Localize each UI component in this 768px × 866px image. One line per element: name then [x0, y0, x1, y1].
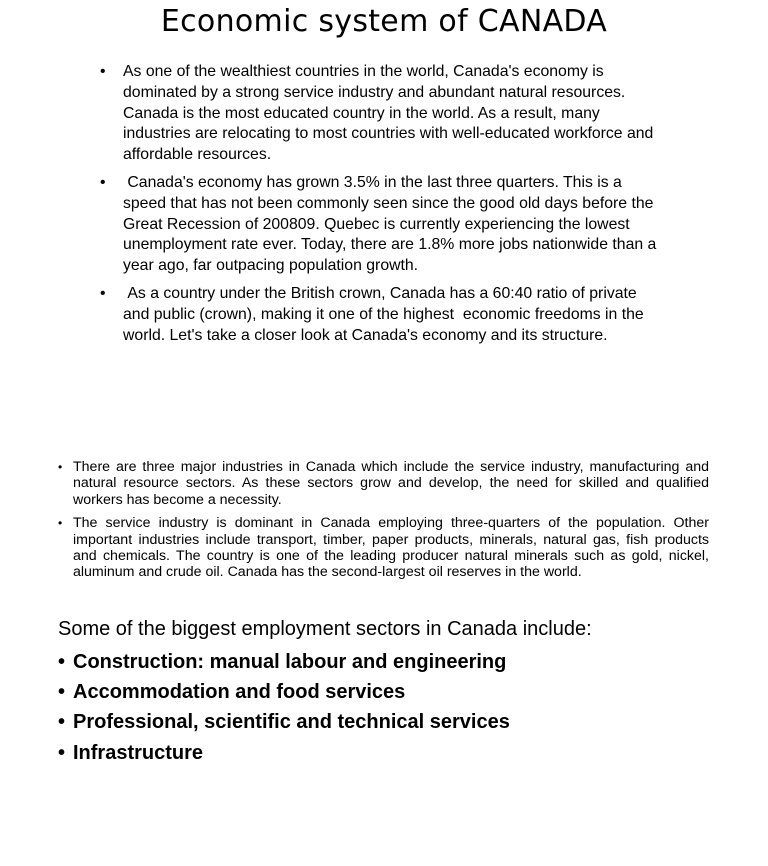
list-item-text: Construction: manual labour and engineering [73, 651, 507, 673]
list-item-text: There are three major industries in Canada which include the service industry, manufacturing and natural resource sectors. As these sectors grow and develop, the need for skilled and qualified workers has become a necessity. [73, 459, 709, 508]
bullet-icon: • [58, 516, 63, 531]
list-item [58, 515, 709, 581]
bullet-icon: • [58, 681, 66, 704]
list-item [58, 647, 708, 677]
bullet-icon: • [100, 173, 106, 191]
list-item [100, 62, 665, 166]
sectors-bullet-list [58, 647, 708, 768]
list-item-text: As one of the wealthiest countries in the world, Canada's economy is dominated by a strong service industry and abundant natural resources. Canada is the most educated country in the world. As a result, many industries are relocating to most countries with well-educated workforce and affordable resources. [123, 63, 654, 164]
bullet-icon: • [58, 460, 63, 474]
bullet-icon: • [58, 711, 66, 734]
list-item-text: Professional, scientific and technical services [73, 711, 510, 734]
list-item [58, 707, 708, 737]
list-item-text: Infrastructure [73, 741, 204, 764]
list-item [58, 738, 708, 768]
list-item [58, 677, 708, 707]
bullet-icon: • [100, 63, 106, 80]
sectors-heading: Some of the biggest employment sectors in Canada include: [58, 618, 592, 640]
industry-bullet-list [58, 459, 709, 588]
intro-bullet-list [100, 62, 665, 353]
list-item-text: The service industry is dominant in Canada employing three-quarters of the population. Other important industries include transport, timber, paper products, minerals, natural gas, fish products and chemicals. The country is one of the leading producer natural minerals such as gold, nickel, aluminum and crude oil. Canada has the second-largest oil reserves in the world. [73, 515, 709, 581]
list-item-text: Canada's economy has grown 3.5% in the last three quarters. This is a speed that has not been commonly seen since the good old days before the Great Recession of 200809. Quebec is currently experiencing the lowest unemployment rate ever. Today, there are 1.8% more jobs nationwide than a year ago, far outpacing population growth. [123, 173, 661, 275]
list-item-text: As a country under the British crown, Canada has a 60:40 ratio of private and public (crown), making it one of the highest economic freedoms in the world. Let's take a closer look at Canada's economy and its structure. [123, 284, 649, 344]
list-item [58, 459, 709, 508]
list-item [100, 173, 665, 277]
list-item [100, 284, 665, 346]
bullet-icon: • [58, 651, 66, 673]
page-title: Economic system of CANADA [160, 4, 608, 39]
bullet-icon: • [58, 741, 66, 764]
bullet-icon: • [100, 284, 106, 302]
list-item-text: Accommodation and food services [73, 681, 406, 704]
